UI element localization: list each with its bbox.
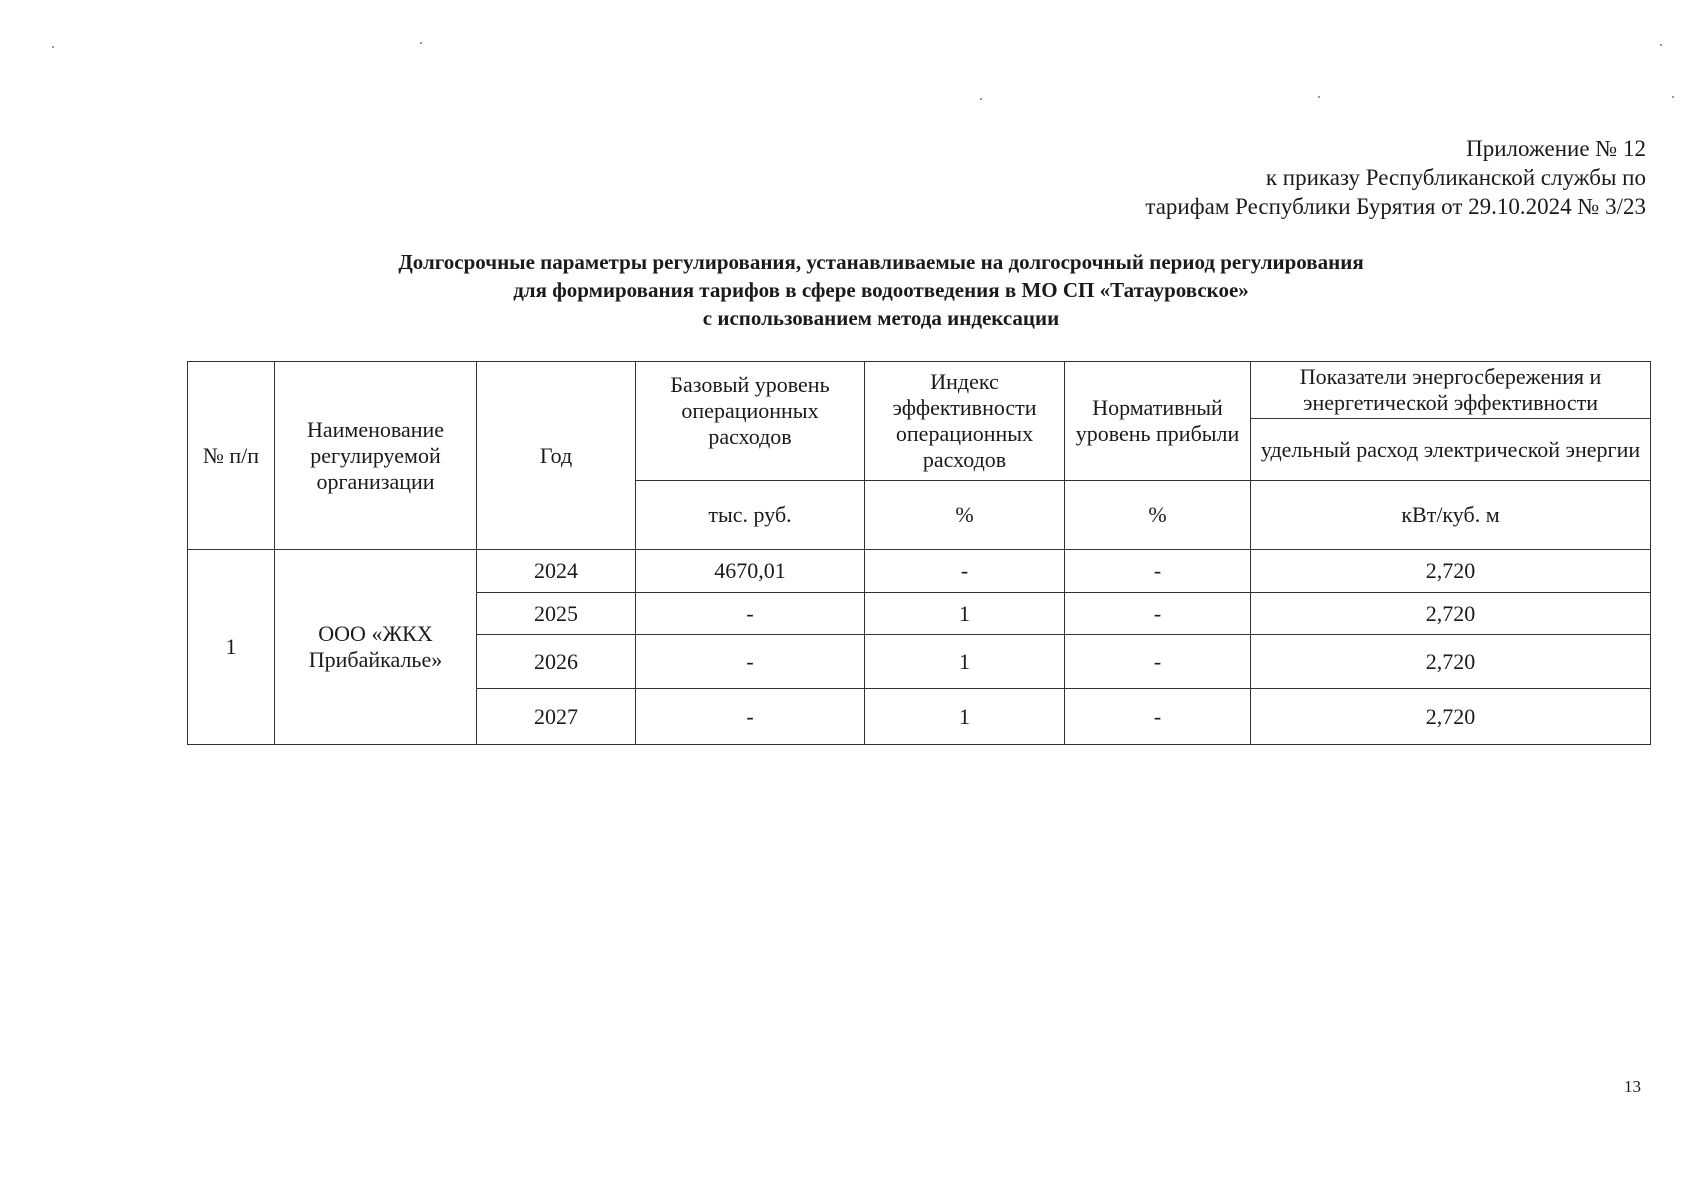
header-energy-sub: удельный расход электрической энергии: [1251, 419, 1651, 481]
cell-base-costs: -: [636, 635, 865, 689]
document-title: [0, 248, 1698, 332]
cell-efficiency-index: -: [865, 550, 1065, 593]
scan-speck: [980, 98, 982, 100]
cell-efficiency-index: 1: [865, 593, 1065, 635]
table-row: [188, 550, 1651, 593]
scan-speck: [1660, 44, 1662, 46]
header-energy-group: Показатели энергосбережения и энергетической эффективности: [1251, 362, 1651, 419]
scan-speck: [420, 42, 422, 44]
page-number: 13: [1624, 1077, 1641, 1096]
cell-profit-level: -: [1065, 593, 1251, 635]
cell-year: 2024: [477, 550, 636, 593]
cell-energy: 2,720: [1251, 550, 1651, 593]
cell-base-costs: -: [636, 689, 865, 745]
cell-profit-level: -: [1065, 689, 1251, 745]
cell-year: 2025: [477, 593, 636, 635]
header-row: [188, 362, 1651, 419]
title-line-1: Долгосрочные параметры регулирования, устанавливаемые на долгосрочный период регулирования: [398, 250, 1364, 274]
org-name: ООО «ЖКХ Прибайкалье»: [275, 550, 477, 745]
header-num: № п/п: [188, 362, 275, 550]
row-number: 1: [188, 550, 275, 745]
title-line-3: с использованием метода индексации: [702, 306, 1060, 330]
parameters-table: [187, 361, 1651, 745]
scan-speck: [1672, 96, 1674, 98]
header-org: Наименование регулируемой организации: [275, 362, 477, 550]
cell-efficiency-index: 1: [865, 635, 1065, 689]
cell-base-costs: -: [636, 593, 865, 635]
cell-energy: 2,720: [1251, 635, 1651, 689]
unit-profit-level: %: [1065, 481, 1251, 550]
cell-efficiency-index: 1: [865, 689, 1065, 745]
cell-year: 2026: [477, 635, 636, 689]
annex-line-2: к приказу Республиканской службы по: [1265, 165, 1646, 190]
scan-speck: [1318, 96, 1320, 98]
cell-base-costs: 4670,01: [636, 550, 865, 593]
annex-header: [1145, 134, 1646, 221]
header-efficiency-index: Индекс эффективности операционных расходов: [865, 362, 1065, 481]
cell-year: 2027: [477, 689, 636, 745]
unit-efficiency-index: %: [865, 481, 1065, 550]
cell-profit-level: -: [1065, 550, 1251, 593]
title-line-2: для формирования тарифов в сфере водоотведения в МО СП «Татауровское»: [513, 278, 1249, 302]
cell-energy: 2,720: [1251, 593, 1651, 635]
scan-speck: [52, 46, 54, 48]
annex-line-3: тарифам Республики Бурятия от 29.10.2024 № 3/23: [1145, 194, 1646, 219]
cell-profit-level: -: [1065, 635, 1251, 689]
annex-line-1: Приложение № 12: [1466, 136, 1646, 161]
unit-base-costs: тыс. руб.: [636, 481, 865, 550]
unit-energy: кВт/куб. м: [1251, 481, 1651, 550]
header-base-costs: Базовый уровень операционных расходов: [636, 362, 865, 481]
header-year: Год: [477, 362, 636, 550]
header-profit-level: Нормативный уровень прибыли: [1065, 362, 1251, 481]
cell-energy: 2,720: [1251, 689, 1651, 745]
